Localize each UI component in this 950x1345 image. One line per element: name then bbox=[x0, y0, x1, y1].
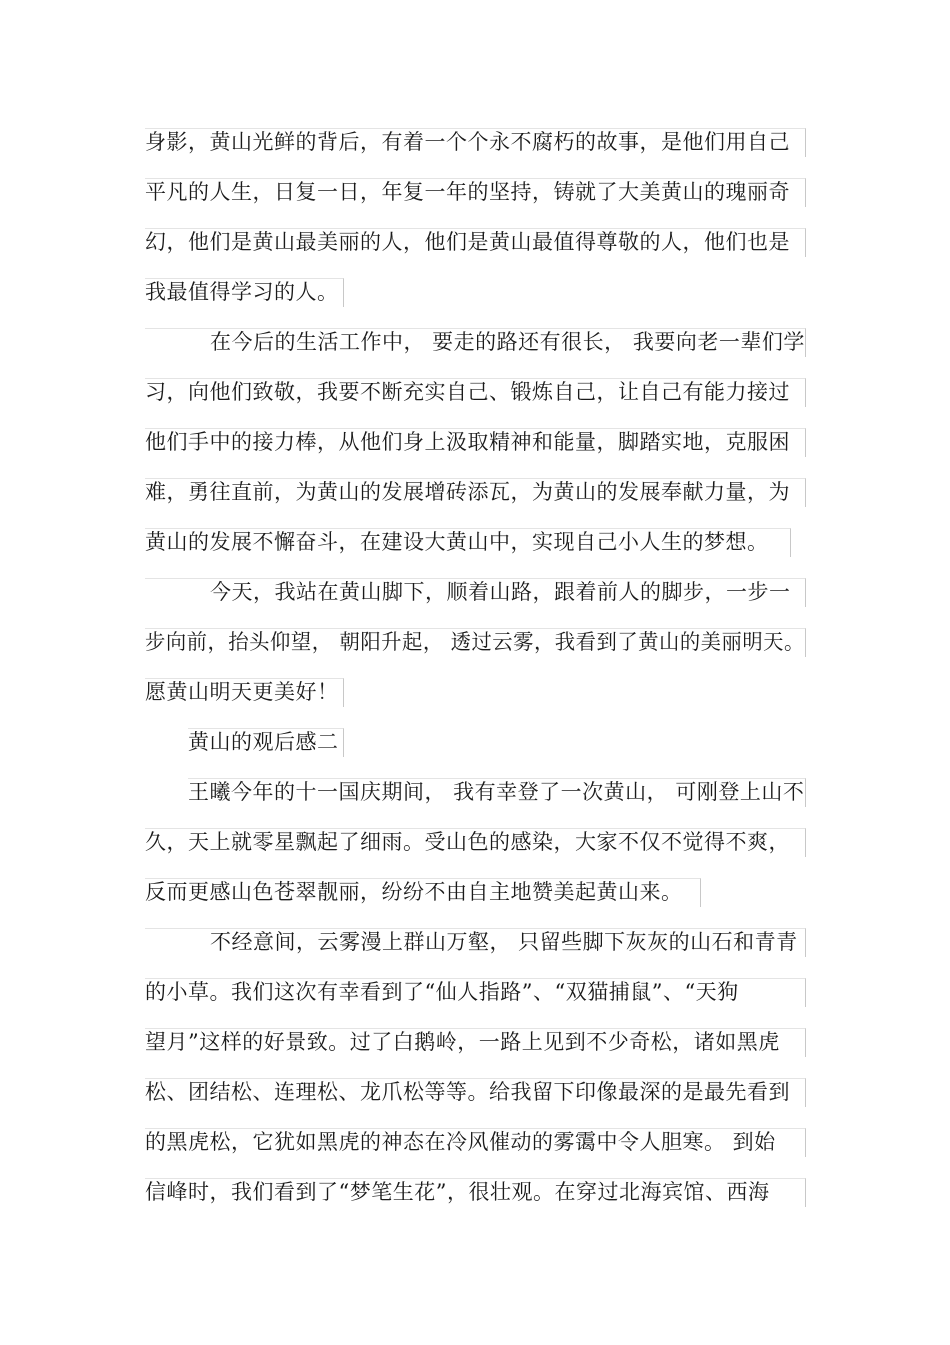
paragraph-line: 平凡的人生，日复一日，年复一年的坚持，铸就了大美黄山的瑰丽奇 bbox=[145, 180, 790, 204]
paragraph-line: 我最值得学习的人。 bbox=[145, 280, 339, 304]
paragraph-line: 他们手中的接力棒，从他们身上汲取精神和能量，脚踏实地，克服困 bbox=[145, 430, 790, 454]
paragraph-line: 反而更感山色苍翠靓丽，纷纷不由自主地赞美起黄山来。 bbox=[145, 880, 683, 904]
paragraph-line: 幻，他们是黄山最美丽的人，他们是黄山最值得尊敬的人，他们也是 bbox=[145, 230, 790, 254]
paragraph-line: 难，勇往直前，为黄山的发展增砖添瓦，为黄山的发展奉献力量，为 bbox=[145, 480, 790, 504]
paragraph-line: 在今后的生活工作中， 要走的路还有很长， 我要向老一辈们学 bbox=[210, 330, 805, 354]
paragraph-line: 今天，我站在黄山脚下，顺着山路，跟着前人的脚步，一步一 bbox=[210, 580, 791, 604]
paragraph-line: 的小草。我们这次有幸看到了“仙人指路”、“双猫捕鼠”、“天狗 bbox=[145, 980, 739, 1004]
paragraph-line: 身影，黄山光鲜的背后，有着一个个永不腐朽的故事，是他们用自己 bbox=[145, 130, 790, 154]
paragraph-line: 的黑虎松，它犹如黑虎的神态在冷风催动的雾霭中令人胆寒。 到始 bbox=[145, 1130, 776, 1154]
paragraph-line: 王曦今年的十一国庆期间， 我有幸登了一次黄山， 可刚登上山不 bbox=[188, 780, 805, 804]
paragraph-line: 不经意间，云雾漫上群山万壑， 只留些脚下灰灰的山石和青青 bbox=[210, 930, 798, 954]
paragraph-line: 久，天上就零星飘起了细雨。受山色的感染，大家不仅不觉得不爽， bbox=[145, 830, 790, 854]
paragraph-line: 步向前，抬头仰望， 朝阳升起， 透过云雾，我看到了黄山的美丽明天。 bbox=[145, 630, 805, 654]
paragraph-line: 愿黄山明天更美好！ bbox=[145, 680, 339, 704]
paragraph-line: 习，向他们致敬，我要不断充实自己、锻炼自己，让自己有能力接过 bbox=[145, 380, 790, 404]
section-heading: 黄山的观后感二 bbox=[188, 730, 339, 754]
paragraph-line: 松、团结松、连理松、龙爪松等等。给我留下印像最深的是最先看到 bbox=[145, 1080, 790, 1104]
paragraph-line: 黄山的发展不懈奋斗，在建设大黄山中，实现自己小人生的梦想。 bbox=[145, 530, 769, 554]
paragraph-line: 信峰时，我们看到了“梦笔生花”，很壮观。在穿过北海宾馆、西海 bbox=[145, 1180, 770, 1204]
paragraph-line: 望月”这样的好景致。过了白鹅岭，一路上见到不少奇松，诸如黑虎 bbox=[145, 1030, 780, 1054]
